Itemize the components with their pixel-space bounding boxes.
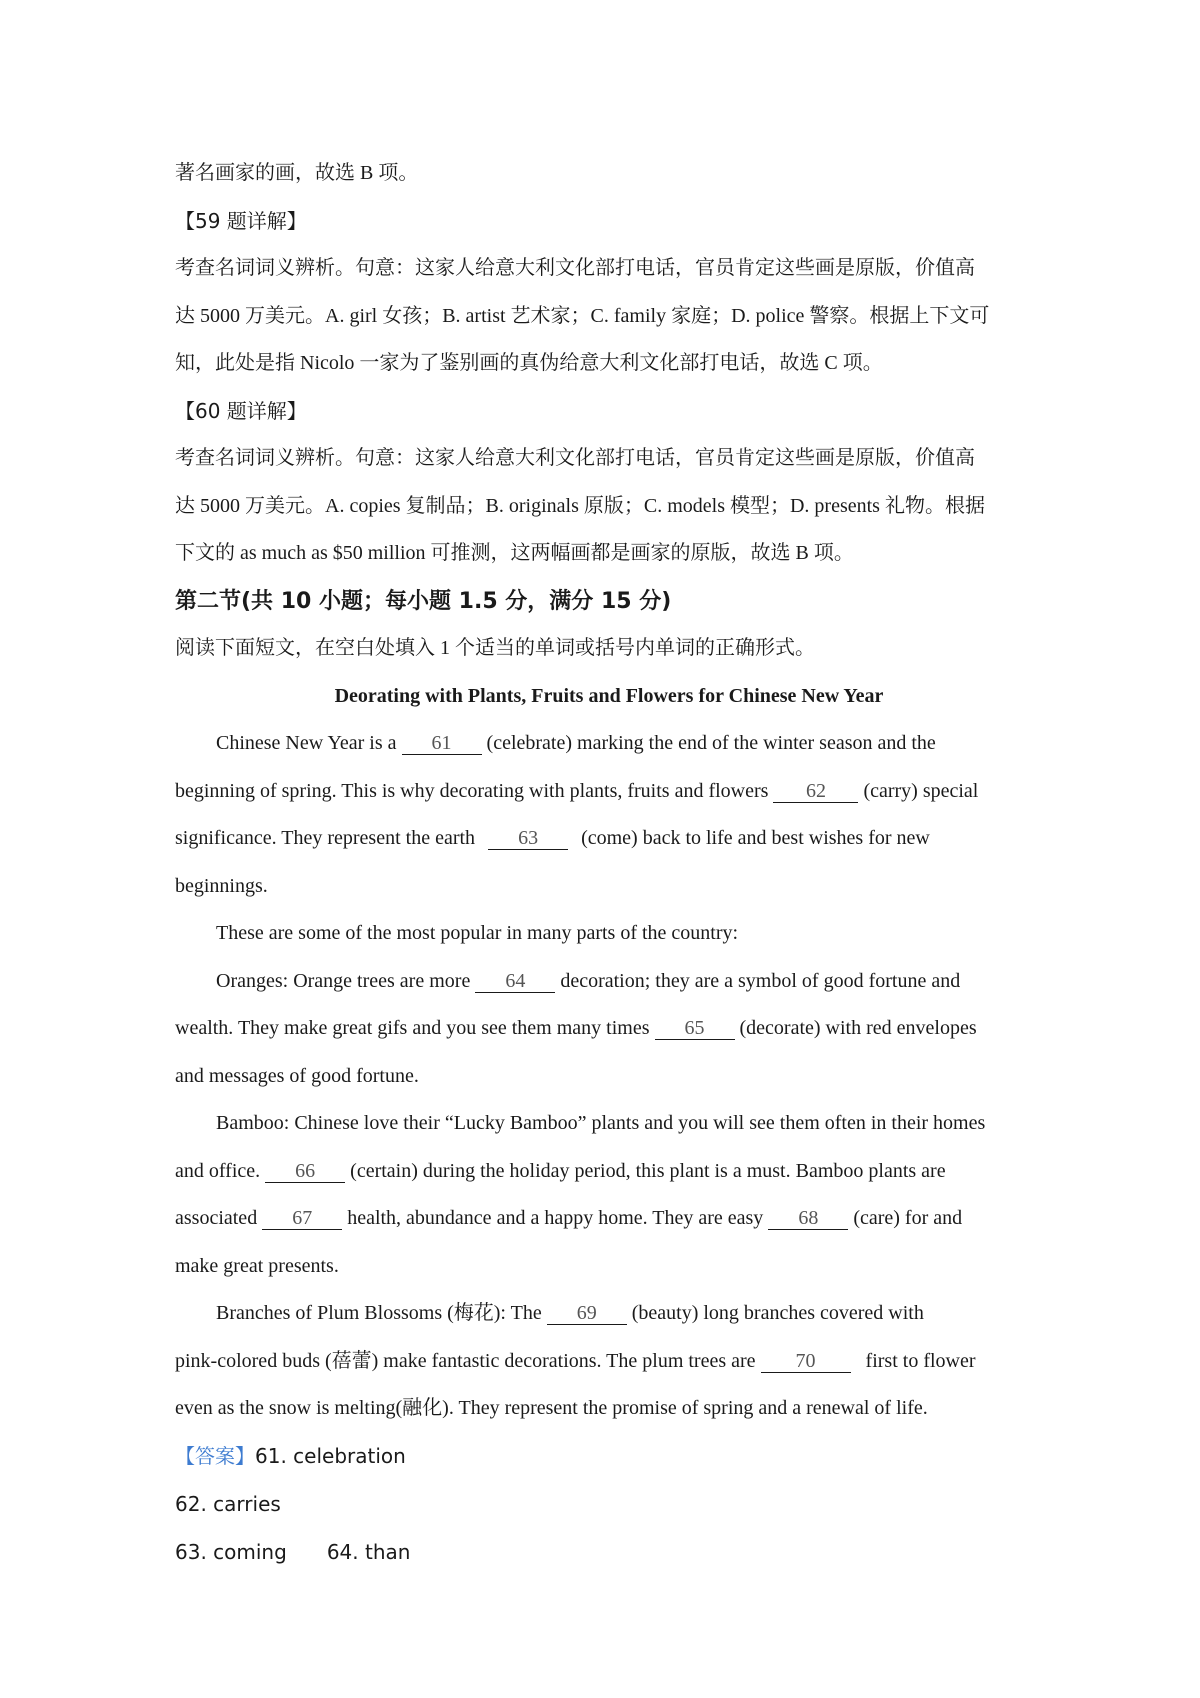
q60-line-3: 下文的 as much as $50 million 可推测，这两幅画都是画家的原版，故选 B 项。 — [175, 542, 854, 564]
q59-heading: 【59 题详解】 — [175, 208, 307, 233]
answer-line-3 — [175, 1529, 1043, 1577]
text: (come) back to life and best wishes for new — [576, 827, 930, 849]
p1-line-2 — [175, 768, 1043, 816]
text: (carry) special — [858, 779, 979, 802]
passage-title: Deorating with Plants, Fruits and Flowers for Chinese New Year — [334, 684, 884, 707]
text: significance. They represent the earth — [175, 827, 481, 849]
text: (certain) during the holiday period, this plant is a must. Bamboo plants are — [345, 1159, 946, 1182]
p5-line-1 — [175, 1290, 1043, 1338]
p1-line-1 — [175, 720, 1043, 768]
q59-line-2: 达 5000 万美元。A. girl 女孩；B. artist 艺术家；C. family 家庭；D. police 警察。根据上下文可 — [175, 304, 990, 327]
text: decoration; they are a symbol of good fortune and — [555, 969, 961, 992]
answer-line-1 — [175, 1433, 1043, 1482]
p1-line-3 — [175, 815, 1043, 863]
text: health, abundance and a happy home. They are easy — [342, 1207, 769, 1229]
p3-line-1 — [175, 958, 1043, 1006]
answer-tag: 【答案】 — [175, 1445, 255, 1468]
blank-65: 65 — [655, 1017, 735, 1040]
text: pink-colored buds (蓓蕾) make fantastic decorations. The plum trees are — [175, 1349, 761, 1372]
text: Branches of Plum Blossoms (梅花): The — [216, 1302, 547, 1324]
p2-line: These are some of the most popular in many parts of the country: — [216, 922, 739, 944]
text: (beauty) long branches covered with — [626, 1302, 924, 1324]
q60-heading: 【60 题详解】 — [175, 398, 307, 423]
text: first to flower — [860, 1349, 976, 1372]
p4-line-3 — [175, 1195, 1043, 1243]
q60-line-2: 达 5000 万美元。A. copies 复制品；B. originals 原版；C. models 模型；D. presents 礼物。根据 — [175, 494, 985, 517]
text: associated — [175, 1207, 263, 1229]
text: (decorate) with red envelopes — [734, 1017, 977, 1039]
text: (celebrate) marking the end of the winter season and the — [481, 732, 936, 754]
section-title: 第二节(共 10 小题；每小题 1.5 分，满分 15 分) — [175, 588, 672, 614]
q59-line-3: 知，此处是指 Nicolo 一家为了鉴别画的真伪给意大利文化部打电话，故选 C 项。 — [175, 352, 883, 374]
text: wealth. They make great gifs and you see them many times — [175, 1017, 655, 1039]
blank-67: 67 — [262, 1207, 342, 1230]
p4-line-1: Bamboo: Chinese love their “Lucky Bamboo” plants and you will see them often in their homes — [216, 1112, 986, 1134]
answer-62: 62. carries — [175, 1492, 281, 1516]
blank-70: 70 — [761, 1350, 851, 1373]
blank-64: 64 — [475, 970, 555, 993]
text: beginning of spring. This is why decorating with plants, fruits and flowers — [175, 779, 774, 802]
blank-68: 68 — [768, 1207, 848, 1230]
p3-line-3: and messages of good fortune. — [175, 1064, 419, 1087]
blank-62: 62 — [773, 780, 858, 803]
blank-66: 66 — [265, 1160, 345, 1183]
text: and office. — [175, 1159, 266, 1182]
q59-line-1: 考查名词词义辨析。句意：这家人给意大利文化部打电话，官员肯定这些画是原版，价值高 — [175, 257, 975, 279]
p5-line-3: even as the snow is melting(融化). They represent the promise of spring and a renewal of life. — [175, 1397, 928, 1419]
p5-line-2 — [175, 1338, 1043, 1386]
text: Chinese New Year is a — [216, 732, 402, 754]
blank-63: 63 — [488, 827, 568, 850]
document-content — [175, 150, 1043, 1576]
p4-line-4: make great presents. — [175, 1254, 339, 1277]
intro-line: 著名画家的画，故选 B 项。 — [175, 162, 419, 184]
answer-63: 63. coming — [175, 1539, 287, 1564]
text: (care) for and — [848, 1207, 963, 1229]
p3-line-2 — [175, 1005, 1043, 1053]
section-instruction: 阅读下面短文，在空白处填入 1 个适当的单词或括号内单词的正确形式。 — [175, 637, 815, 659]
p4-line-2 — [175, 1148, 1043, 1196]
blank-69: 69 — [547, 1302, 627, 1325]
q60-line-1: 考查名词词义辨析。句意：这家人给意大利文化部打电话，官员肯定这些画是原版，价值高 — [175, 447, 975, 469]
text: Oranges: Orange trees are more — [216, 969, 476, 992]
answer-64: 64. than — [326, 1539, 411, 1564]
answer-61: 61. celebration — [255, 1443, 406, 1468]
p1-line-4: beginnings. — [175, 874, 268, 897]
blank-61: 61 — [402, 732, 482, 755]
